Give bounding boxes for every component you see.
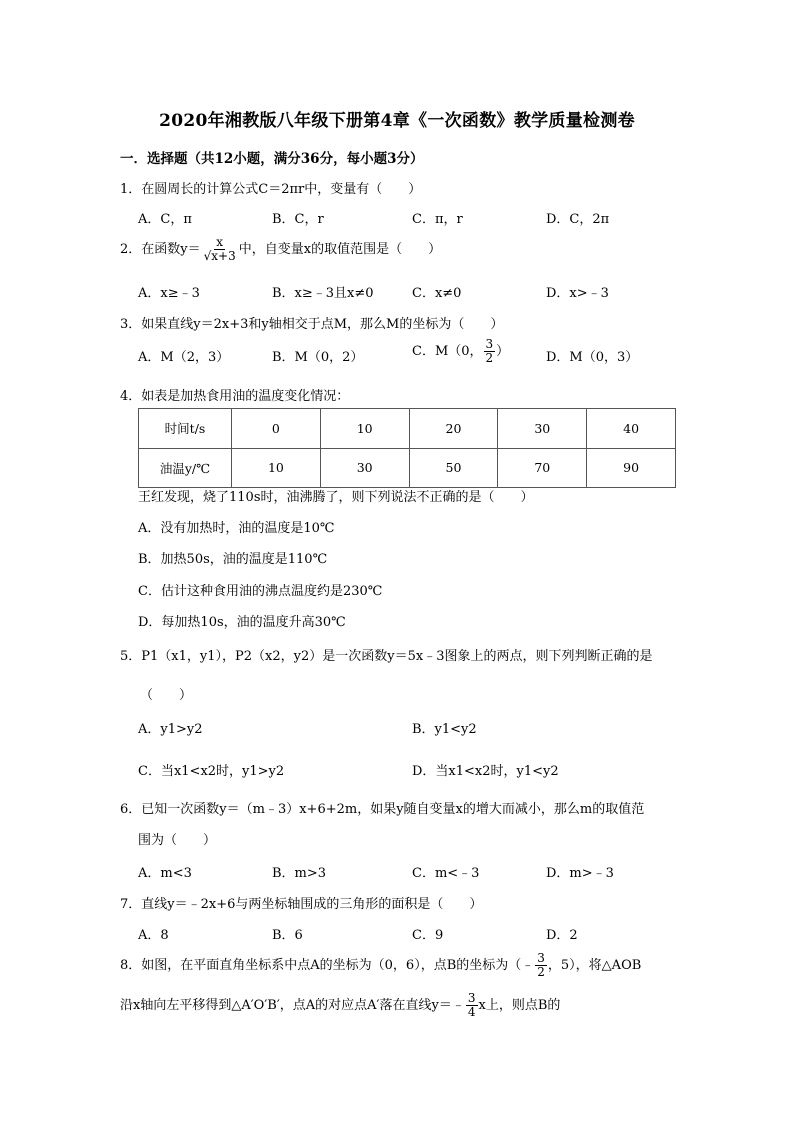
question-1: 1．在圆周长的计算公式C＝2πr中，变量有（ ）	[120, 182, 422, 197]
q4-follow-text: 王红发现，烧了110s时，油沸腾了，则下列说法不正确的是（ ）	[138, 490, 534, 505]
q6-option-c: C．m<﹣3	[412, 866, 480, 881]
question-4: 4．如表是加热食用油的温度变化情况：	[120, 389, 350, 404]
q3-option-a: A．M（2，3）	[138, 350, 230, 365]
q2-option-c: C．x≠0	[412, 286, 462, 301]
table-cell: 10	[320, 409, 409, 449]
q7-option-a: A．8	[138, 928, 169, 943]
q7-option-c: C．9	[412, 928, 444, 943]
q5-option-a: A．y1>y2	[138, 722, 203, 737]
q5-option-b: B．y1<y2	[412, 722, 477, 737]
q8-f2-denominator: 4	[467, 1005, 476, 1019]
q8-fraction-2	[466, 992, 478, 1019]
q3-option-c-post: ）	[496, 344, 510, 359]
q4-option-b: B．加热50s，油的温度是110℃	[138, 552, 328, 567]
q8-f1-denominator: 2	[537, 965, 545, 979]
table-cell: 90	[587, 448, 676, 488]
q5-paren: （ ）	[140, 688, 193, 703]
q8-line1-pre: 8．如图，在平面直角坐标系中点A的坐标为（0，6），点B的坐标为（﹣	[120, 958, 535, 973]
q6-option-b: B．m>3	[272, 866, 327, 881]
question-6-continued: 围为（ ）	[138, 833, 217, 848]
q2-stem-pre: 2．在函数y＝	[120, 242, 201, 257]
question-5: 5．P1（x1，y1），P2（x2，y2）是一次函数y＝5x﹣3图象上的两点，则下列判断正确的是	[120, 649, 653, 664]
q3-option-c	[412, 338, 509, 365]
q2-fraction	[202, 236, 238, 263]
q1-option-b: B．C，r	[272, 212, 324, 227]
q4-option-a: A．没有加热时，油的温度是10℃	[138, 521, 335, 536]
q3-option-b: B．M（0，2）	[272, 350, 364, 365]
question-3: 3．如果直线y＝2x+3和y轴相交于点M，那么M的坐标为（ ）	[120, 317, 504, 332]
table-cell: 0	[232, 409, 321, 449]
question-8-line-2	[120, 992, 560, 1019]
q4-option-d: D．每加热10s，油的温度升高30℃	[138, 615, 346, 630]
table-header-cell: 油温y/℃	[139, 448, 232, 488]
q3-c-denominator: 2	[485, 351, 494, 365]
q2-numerator: x	[216, 235, 224, 249]
table-cell: 30	[498, 409, 587, 449]
q8-f2-numerator: 3	[467, 991, 476, 1005]
q3-option-d: D．M（0，3）	[546, 350, 639, 365]
table-cell: 10	[232, 448, 321, 488]
q8-fraction-1	[535, 952, 547, 979]
q1-option-d: D．C，2π	[546, 212, 610, 227]
q7-option-b: B．6	[272, 928, 303, 943]
q8-line2-post: x上，则点B的	[478, 998, 561, 1013]
q2-option-b: B．x≥﹣3且x≠0	[272, 286, 374, 301]
q2-denominator: √x+3	[203, 249, 236, 263]
table-cell: 50	[409, 448, 498, 488]
table-cell: 70	[498, 448, 587, 488]
table-cell: 40	[587, 409, 676, 449]
q5-option-c: C．当x1<x2时，y1>y2	[138, 764, 285, 779]
q7-option-d: D．2	[546, 928, 578, 943]
q3-c-numerator: 3	[485, 337, 494, 351]
q2-option-d: D．x>﹣3	[546, 286, 609, 301]
q1-option-a: A．C，π	[138, 212, 192, 227]
table-header-cell: 时间t/s	[139, 409, 232, 449]
q4-option-c: C．估计这种食用油的沸点温度约是230℃	[138, 584, 383, 599]
q8-f1-numerator: 3	[537, 951, 545, 965]
section-heading: 一．选择题（共12小题，满分36分，每小题3分）	[120, 151, 424, 167]
table-row	[139, 409, 676, 449]
question-8-line-1	[120, 952, 641, 979]
q8-line1-post: ，5），将△AOB	[547, 958, 642, 973]
table-cell: 30	[320, 448, 409, 488]
q5-option-d: D．当x1<x2时，y1<y2	[412, 764, 559, 779]
q3-option-c-pre: C．M（0，	[412, 344, 483, 359]
page-title: 2020年湘教版八年级下册第4章《一次函数》教学质量检测卷	[159, 111, 635, 131]
q2-stem-post: 中，自变量x的取值范围是（ ）	[238, 242, 442, 257]
q6-option-d: D．m>﹣3	[546, 866, 614, 881]
table-row	[139, 448, 676, 488]
q8-line2-pre: 沿x轴向左平移得到△A′O′B′，点A的对应点A′落在直线y＝﹣	[120, 998, 465, 1013]
question-6: 6．已知一次函数y＝（m﹣3）x+6+2m，如果y随自变量x的增大而减小，那么m的取值范	[120, 802, 645, 817]
temperature-table	[138, 408, 676, 488]
question-7: 7．直线y＝﹣2x+6与两坐标轴围成的三角形的面积是（ ）	[120, 897, 483, 912]
table-cell: 20	[409, 409, 498, 449]
q1-option-c: C．π，r	[412, 212, 463, 227]
q2-option-a: A．x≥﹣3	[138, 286, 200, 301]
q3-option-c-fraction	[484, 338, 496, 365]
q6-option-a: A．m<3	[138, 866, 192, 881]
question-2	[120, 236, 441, 263]
